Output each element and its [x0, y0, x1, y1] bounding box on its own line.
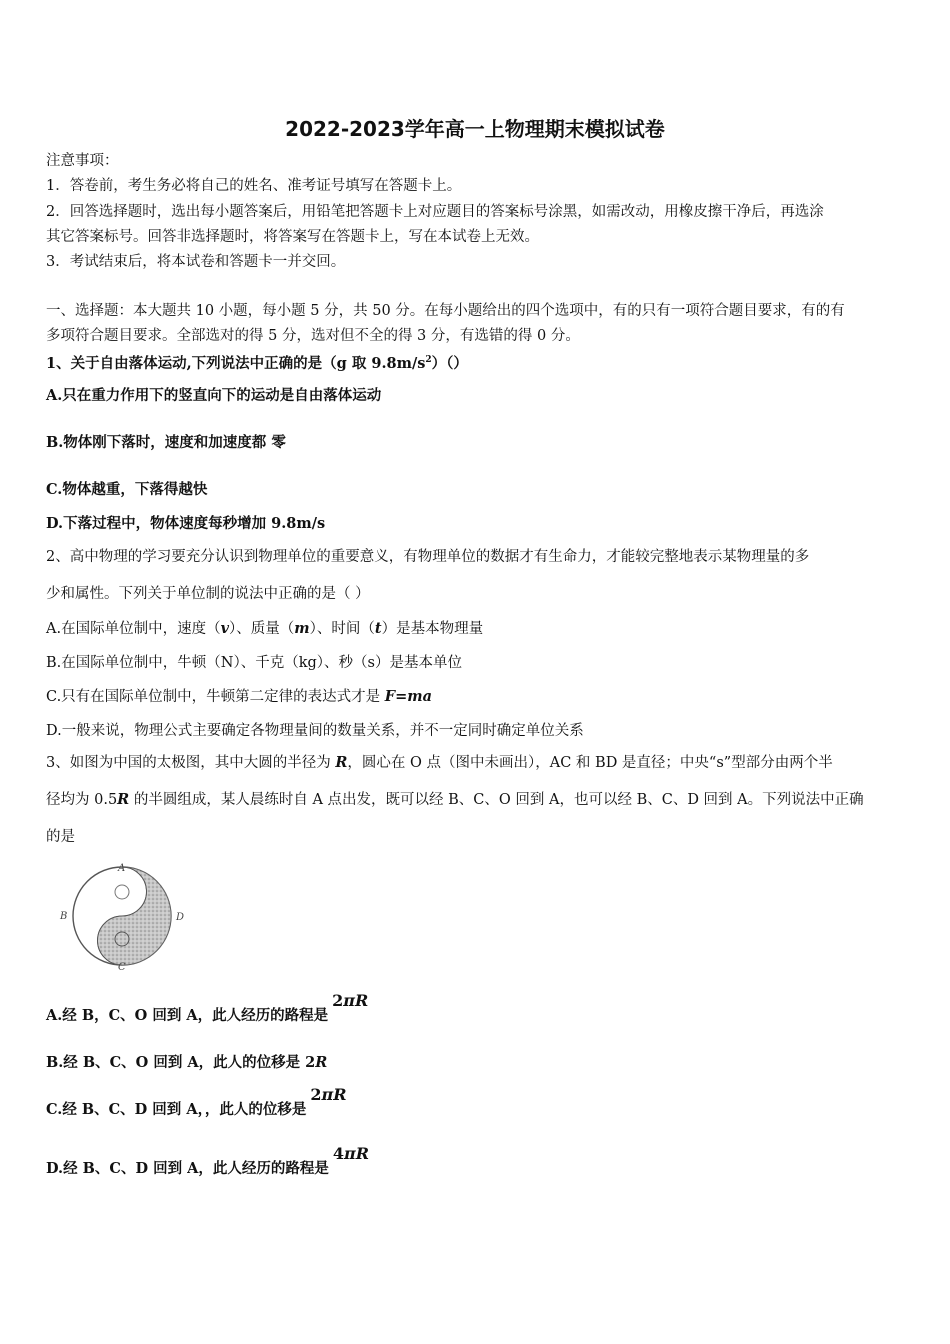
q3-option-c-math — [310, 1085, 346, 1104]
q3-stem-3: 的是 — [46, 829, 75, 845]
q1-stem-end: ）（） — [431, 354, 468, 372]
q2-stem-2: 少和属性。下列关于单位制的说法中正确的是（ ） — [46, 586, 370, 602]
q1-option-c: C.物体越重，下落得越快 — [46, 481, 208, 498]
q2-stem-1: 2、高中物理的学习要充分认识到物理单位的重要意义，有物理单位的数据才有生命力，才能较完整地表示某物理量的多 — [46, 549, 810, 565]
q3-stem-1-b: ，圆心在 O 点（图中未画出），AC 和 BD 是直径；中央“s”型部分由两个半 — [347, 755, 833, 771]
q3-option-d-math — [333, 1144, 369, 1163]
q3-option-d-text: D.经 B、C、D 回到 A，此人经历的路程是 — [46, 1160, 329, 1177]
q3-stem-2-b: 的半圆组成，某人晨练时自 A 点出发，既可以经 B、C、O 回到 A，也可以经 B、C、D 回到 A。下列说法中正确 — [129, 792, 864, 808]
section-instructions-1: 一、选择题：本大题共 10 小题，每小题 5 分，共 50 分。在每小题给出的四个选项中，有的只有一项符合题目要求，有的有 — [46, 303, 845, 319]
q3-option-c-text: C.经 B、C、D 回到 A，，此人的位移是 — [46, 1101, 307, 1118]
q3-option-c-pi: π — [321, 1085, 334, 1104]
q1-option-a: A.只在重力作用下的竖直向下的运动是自由落体运动 — [46, 387, 382, 404]
q3-option-c-coef: 2 — [310, 1085, 322, 1104]
q3-option-a-math — [332, 991, 368, 1010]
taiji-label-c: C — [118, 962, 126, 973]
taiji-label-b: B — [60, 911, 68, 922]
q3-option-b-var: R — [315, 1054, 328, 1071]
notice-item-2-cont: 其它答案标号。回答非选择题时，将答案写在答题卡上，写在本试卷上无效。 — [46, 229, 539, 245]
taiji-lower-dot — [115, 932, 129, 946]
q3-option-d-pi: π — [344, 1144, 356, 1163]
q3-option-d — [46, 1144, 370, 1178]
q2-option-a — [46, 617, 483, 638]
q2-option-a-m: m — [294, 620, 310, 637]
q2-option-d: D.一般来说，物理公式主要确定各物理量间的数量关系，并不一定同时确定单位关系 — [46, 723, 584, 739]
q3-option-a-text: A.经 B，C、O 回到 A，此人经历的路程是 — [46, 1007, 329, 1024]
q3-option-b — [46, 1051, 327, 1072]
notice-heading: 注意事项： — [46, 153, 119, 169]
taiji-upper-dot — [115, 885, 129, 899]
q2-option-a-v: v — [220, 620, 230, 637]
q3-option-b-text: B.经 B、C、O 回到 A，此人的位移是 2 — [46, 1054, 316, 1071]
q3-stem-1-a: 3、如图为中国的太极图，其中大圆的半径为 — [46, 755, 336, 771]
taiji-diagram — [56, 862, 196, 974]
taiji-label-d: D — [176, 912, 185, 923]
q1-stem-text: 1、关于自由落体运动,下列说法中正确的是（g 取 9.8m/s — [46, 354, 426, 372]
notice-item-1: 1．答卷前，考生务必将自己的姓名、准考证号填写在答题卡上。 — [46, 178, 462, 194]
notice-item-2: 2．回答选择题时，选出每小题答案后，用铅笔把答题卡上对应题目的答案标号涂黑，如需改动，用橡皮擦干净后，再选涂 — [46, 204, 824, 220]
page-title: 2022-2023学年高一上物理期末模拟试卷 — [285, 117, 665, 141]
q3-option-a-pi: π — [343, 991, 355, 1010]
q2-option-c-text: C.只有在国际单位制中，牛顿第二定律的表达式才是 — [46, 689, 385, 705]
q3-option-d-var: R — [355, 1144, 370, 1163]
q3-stem-1-r: R — [335, 754, 348, 771]
q3-option-c — [46, 1085, 347, 1119]
q2-option-c — [46, 685, 432, 706]
q2-option-a-t1: A.在国际单位制中，速度（ — [46, 621, 221, 637]
q3-option-a-coef: 2 — [332, 991, 344, 1010]
q1-stem-sup: 2 — [425, 355, 432, 365]
q2-option-a-t2: ）、质量（ — [229, 621, 295, 637]
q2-option-a-t4: ）是基本物理量 — [381, 621, 484, 637]
q3-stem-2 — [46, 789, 906, 811]
q2-option-a-t: t — [374, 620, 382, 637]
q2-option-a-t3: ）、时间（ — [309, 621, 375, 637]
notice-item-3: 3．考试结束后，将本试卷和答题卡一并交回。 — [46, 254, 346, 270]
q3-stem-2-r: R — [117, 791, 130, 808]
q3-stem-1 — [46, 752, 906, 774]
q2-option-c-formula: F=ma — [384, 688, 432, 705]
q3-option-d-coef: 4 — [332, 1144, 345, 1163]
q3-option-c-var: R — [333, 1085, 347, 1104]
q3-option-a-var: R — [354, 991, 369, 1010]
q2-option-b: B.在国际单位制中，牛顿（N）、千克（kg）、秒（s）是基本单位 — [46, 655, 462, 671]
q1-option-d: D.下落过程中，物体速度每秒增加 9.8m/s — [46, 515, 326, 532]
q1-option-b: B.物体刚下落时，速度和加速度都 零 — [46, 434, 286, 451]
q3-option-a — [46, 991, 369, 1025]
q1-stem — [46, 349, 906, 375]
taiji-label-a: A — [118, 863, 126, 874]
section-instructions-2: 多项符合题目要求。全部选对的得 5 分，选对但不全的得 3 分，有选错的得 0 分。 — [46, 328, 580, 344]
q3-stem-2-a: 径均为 0.5 — [46, 792, 118, 808]
